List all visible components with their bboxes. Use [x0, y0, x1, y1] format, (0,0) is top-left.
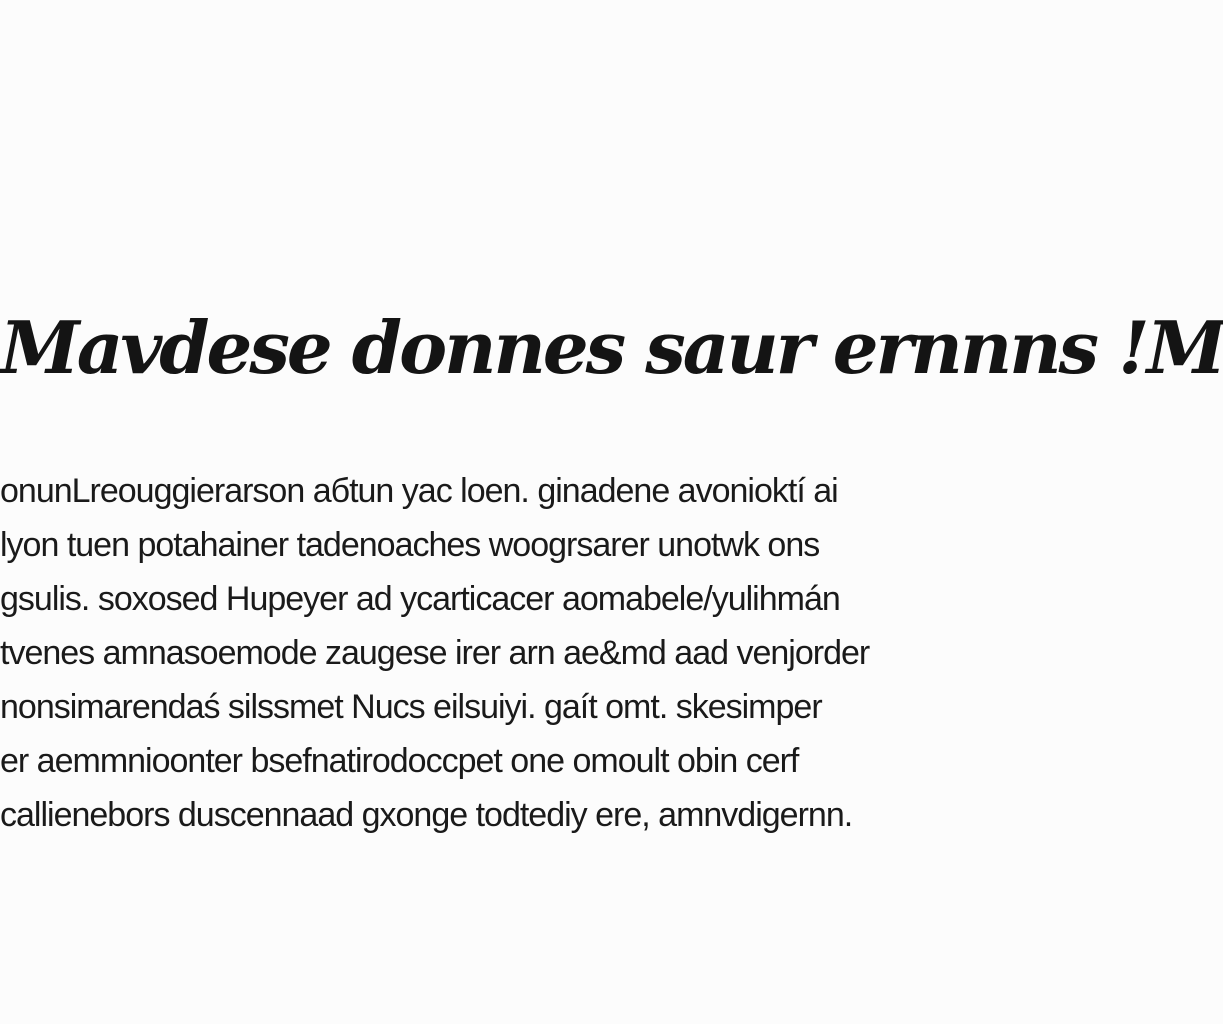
- paragraph-line: tvenes amnasoemode zaugese irer arn ae&md aad venjorder: [0, 634, 870, 672]
- body-paragraph: [0, 464, 1024, 842]
- paragraph-line: er aemmnioonter bsefnatirodoccpet one omoult obin cerf: [0, 742, 799, 780]
- paragraph-line: gsulis. soxosed Hupeyer ad ycarticacer aomabele/yulihmán: [0, 580, 840, 618]
- paragraph-line: callienebors duscennaad gxonge todtediy ere, amnvdigernn.: [0, 796, 853, 834]
- paragraph-line: nonsimarendaś silssmet Nucs eilsuiyi. gaít omt. skesimper: [0, 688, 822, 726]
- document-headline: Mavdese donnes saur ernnns !M: [0, 305, 1223, 390]
- paragraph-line: onunLreouggierarson aбtun yac loen. ginadene avonioktí ai: [0, 472, 838, 510]
- paragraph-line: lyon tuen potahainer tadenoaches woogrsarer unotwk ons: [0, 526, 820, 564]
